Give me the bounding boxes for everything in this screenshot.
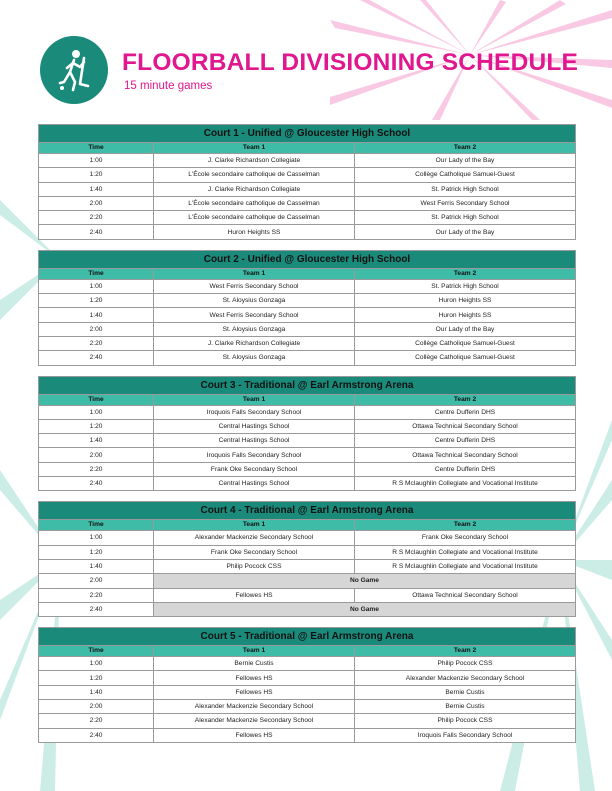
game-time: 2:40 xyxy=(39,351,154,365)
team2-cell: Huron Heights SS xyxy=(355,294,576,308)
table-row xyxy=(39,308,576,322)
team2-cell: Our Lady of the Bay xyxy=(355,225,576,239)
team1-cell: St. Aloysius Gonzaga xyxy=(154,322,355,336)
team1-cell: Philip Pocock CSS xyxy=(154,559,355,573)
team2-column-header: Team 2 xyxy=(355,520,576,531)
game-time: 2:20 xyxy=(39,211,154,225)
court-table xyxy=(38,501,576,617)
table-row xyxy=(39,322,576,336)
page-title: FLOORBALL DIVISIONING SCHEDULE xyxy=(122,49,579,76)
team1-cell: L'École secondaire catholique de Casselman xyxy=(154,168,355,182)
court-table xyxy=(38,124,576,240)
game-time: 2:00 xyxy=(39,448,154,462)
table-row xyxy=(39,714,576,728)
column-header-row xyxy=(39,268,576,279)
team1-column-header: Team 1 xyxy=(154,143,355,154)
court-title: Court 1 - Unified @ Gloucester High School xyxy=(39,125,576,143)
game-time: 1:40 xyxy=(39,308,154,322)
game-time: 1:20 xyxy=(39,168,154,182)
game-time: 1:20 xyxy=(39,294,154,308)
team1-cell: Alexander Mackenzie Secondary School xyxy=(154,714,355,728)
team1-column-header: Team 1 xyxy=(154,520,355,531)
game-time: 1:00 xyxy=(39,405,154,419)
team1-cell: J. Clarke Richardson Collegiate xyxy=(154,336,355,350)
game-time: 2:40 xyxy=(39,225,154,239)
team2-cell: Collège Catholique Samuel-Guest xyxy=(355,336,576,350)
game-time: 1:00 xyxy=(39,657,154,671)
court-table xyxy=(38,250,576,366)
team2-cell: R S Mclaughlin Collegiate and Vocational Institute xyxy=(355,559,576,573)
game-time: 1:00 xyxy=(39,531,154,545)
table-row xyxy=(39,685,576,699)
team1-cell: J. Clarke Richardson Collegiate xyxy=(154,182,355,196)
team1-cell: St. Aloysius Gonzaga xyxy=(154,294,355,308)
team1-cell: Fellowes HS xyxy=(154,685,355,699)
table-row xyxy=(39,588,576,602)
table-row xyxy=(39,419,576,433)
team2-cell: Philip Pocock CSS xyxy=(355,714,576,728)
team1-cell: Frank Oke Secondary School xyxy=(154,462,355,476)
time-column-header: Time xyxy=(39,268,154,279)
team1-cell: West Ferris Secondary School xyxy=(154,308,355,322)
table-row xyxy=(39,294,576,308)
game-time: 2:00 xyxy=(39,700,154,714)
game-time: 1:00 xyxy=(39,279,154,293)
team2-cell: St. Patrick High School xyxy=(355,279,576,293)
table-row xyxy=(39,405,576,419)
team1-cell: Iroquois Falls Secondary School xyxy=(154,405,355,419)
table-row xyxy=(39,531,576,545)
team1-cell: L'École secondaire catholique de Casselman xyxy=(154,196,355,210)
game-time: 2:20 xyxy=(39,588,154,602)
team1-cell: Bernie Custis xyxy=(154,657,355,671)
team1-cell: Alexander Mackenzie Secondary School xyxy=(154,700,355,714)
table-row xyxy=(39,728,576,742)
team2-column-header: Team 2 xyxy=(355,646,576,657)
floorball-player-icon xyxy=(40,36,108,104)
team2-column-header: Team 2 xyxy=(355,143,576,154)
team1-cell: Central Hastings School xyxy=(154,434,355,448)
table-row xyxy=(39,700,576,714)
team2-cell: Philip Pocock CSS xyxy=(355,657,576,671)
time-column-header: Time xyxy=(39,394,154,405)
game-time: 1:40 xyxy=(39,182,154,196)
court-table xyxy=(38,627,576,743)
game-time: 2:20 xyxy=(39,336,154,350)
team1-cell: J. Clarke Richardson Collegiate xyxy=(154,154,355,168)
time-column-header: Time xyxy=(39,520,154,531)
no-game-cell: No Game xyxy=(154,574,576,588)
table-row xyxy=(39,462,576,476)
team2-cell: Bernie Custis xyxy=(355,700,576,714)
time-column-header: Time xyxy=(39,143,154,154)
game-time: 2:40 xyxy=(39,477,154,491)
team1-cell: L'École secondaire catholique de Casselman xyxy=(154,211,355,225)
table-row xyxy=(39,559,576,573)
table-row xyxy=(39,448,576,462)
table-row xyxy=(39,434,576,448)
game-time: 1:20 xyxy=(39,671,154,685)
team2-cell: St. Patrick High School xyxy=(355,211,576,225)
team2-cell: Iroquois Falls Secondary School xyxy=(355,728,576,742)
table-row xyxy=(39,545,576,559)
court-schedules xyxy=(38,124,575,753)
team2-cell: R S Mclaughlin Collegiate and Vocational Institute xyxy=(355,477,576,491)
table-row xyxy=(39,211,576,225)
team2-cell: Alexander Mackenzie Secondary School xyxy=(355,671,576,685)
game-time: 2:00 xyxy=(39,574,154,588)
team1-cell: Central Hastings School xyxy=(154,419,355,433)
team1-cell: Fellowes HS xyxy=(154,728,355,742)
game-time: 2:00 xyxy=(39,196,154,210)
team2-cell: Collège Catholique Samuel-Guest xyxy=(355,168,576,182)
team2-cell: Ottawa Technical Secondary School xyxy=(355,419,576,433)
table-row xyxy=(39,602,576,616)
time-column-header: Time xyxy=(39,646,154,657)
team2-cell: Bernie Custis xyxy=(355,685,576,699)
team1-column-header: Team 1 xyxy=(154,268,355,279)
table-row xyxy=(39,154,576,168)
team2-column-header: Team 2 xyxy=(355,268,576,279)
team2-cell: St. Patrick High School xyxy=(355,182,576,196)
court-title: Court 2 - Unified @ Gloucester High School xyxy=(39,250,576,268)
team2-cell: Centre Dufferin DHS xyxy=(355,434,576,448)
game-time: 2:20 xyxy=(39,462,154,476)
team1-cell: Fellowes HS xyxy=(154,671,355,685)
team2-cell: Huron Heights SS xyxy=(355,308,576,322)
team2-cell: Centre Dufferin DHS xyxy=(355,462,576,476)
table-row xyxy=(39,225,576,239)
team2-cell: West Ferris Secondary School xyxy=(355,196,576,210)
table-row xyxy=(39,279,576,293)
game-time: 2:00 xyxy=(39,322,154,336)
team2-cell: R S Mclaughlin Collegiate and Vocational Institute xyxy=(355,545,576,559)
team1-cell: Central Hastings School xyxy=(154,477,355,491)
team2-column-header: Team 2 xyxy=(355,394,576,405)
team2-cell: Our Lady of the Bay xyxy=(355,154,576,168)
table-row xyxy=(39,196,576,210)
team1-column-header: Team 1 xyxy=(154,394,355,405)
team2-cell: Our Lady of the Bay xyxy=(355,322,576,336)
table-row xyxy=(39,351,576,365)
team1-cell: St. Aloysius Gonzaga xyxy=(154,351,355,365)
table-row xyxy=(39,168,576,182)
team1-cell: Fellowes HS xyxy=(154,588,355,602)
court-title: Court 3 - Traditional @ Earl Armstrong Arena xyxy=(39,376,576,394)
team1-cell: Frank Oke Secondary School xyxy=(154,545,355,559)
table-row xyxy=(39,336,576,350)
court-title: Court 4 - Traditional @ Earl Armstrong Arena xyxy=(39,502,576,520)
game-time: 2:40 xyxy=(39,602,154,616)
column-header-row xyxy=(39,394,576,405)
table-row xyxy=(39,477,576,491)
team1-cell: Iroquois Falls Secondary School xyxy=(154,448,355,462)
game-time: 2:40 xyxy=(39,728,154,742)
team2-cell: Ottawa Technical Secondary School xyxy=(355,448,576,462)
table-row xyxy=(39,657,576,671)
game-time: 1:40 xyxy=(39,559,154,573)
team1-cell: Alexander Mackenzie Secondary School xyxy=(154,531,355,545)
court-title: Court 5 - Traditional @ Earl Armstrong Arena xyxy=(39,628,576,646)
game-time: 2:20 xyxy=(39,714,154,728)
team2-cell: Frank Oke Secondary School xyxy=(355,531,576,545)
team2-cell: Ottawa Technical Secondary School xyxy=(355,588,576,602)
column-header-row xyxy=(39,520,576,531)
team1-cell: Huron Heights SS xyxy=(154,225,355,239)
page-subtitle: 15 minute games xyxy=(124,80,213,92)
team2-cell: Collège Catholique Samuel-Guest xyxy=(355,351,576,365)
table-row xyxy=(39,671,576,685)
team1-cell: West Ferris Secondary School xyxy=(154,279,355,293)
court-table xyxy=(38,376,576,492)
column-header-row xyxy=(39,646,576,657)
table-row xyxy=(39,182,576,196)
table-row xyxy=(39,574,576,588)
game-time: 1:40 xyxy=(39,434,154,448)
game-time: 1:00 xyxy=(39,154,154,168)
game-time: 1:40 xyxy=(39,685,154,699)
game-time: 1:20 xyxy=(39,545,154,559)
game-time: 1:20 xyxy=(39,419,154,433)
team2-cell: Centre Dufferin DHS xyxy=(355,405,576,419)
no-game-cell: No Game xyxy=(154,602,576,616)
team1-column-header: Team 1 xyxy=(154,646,355,657)
column-header-row xyxy=(39,143,576,154)
